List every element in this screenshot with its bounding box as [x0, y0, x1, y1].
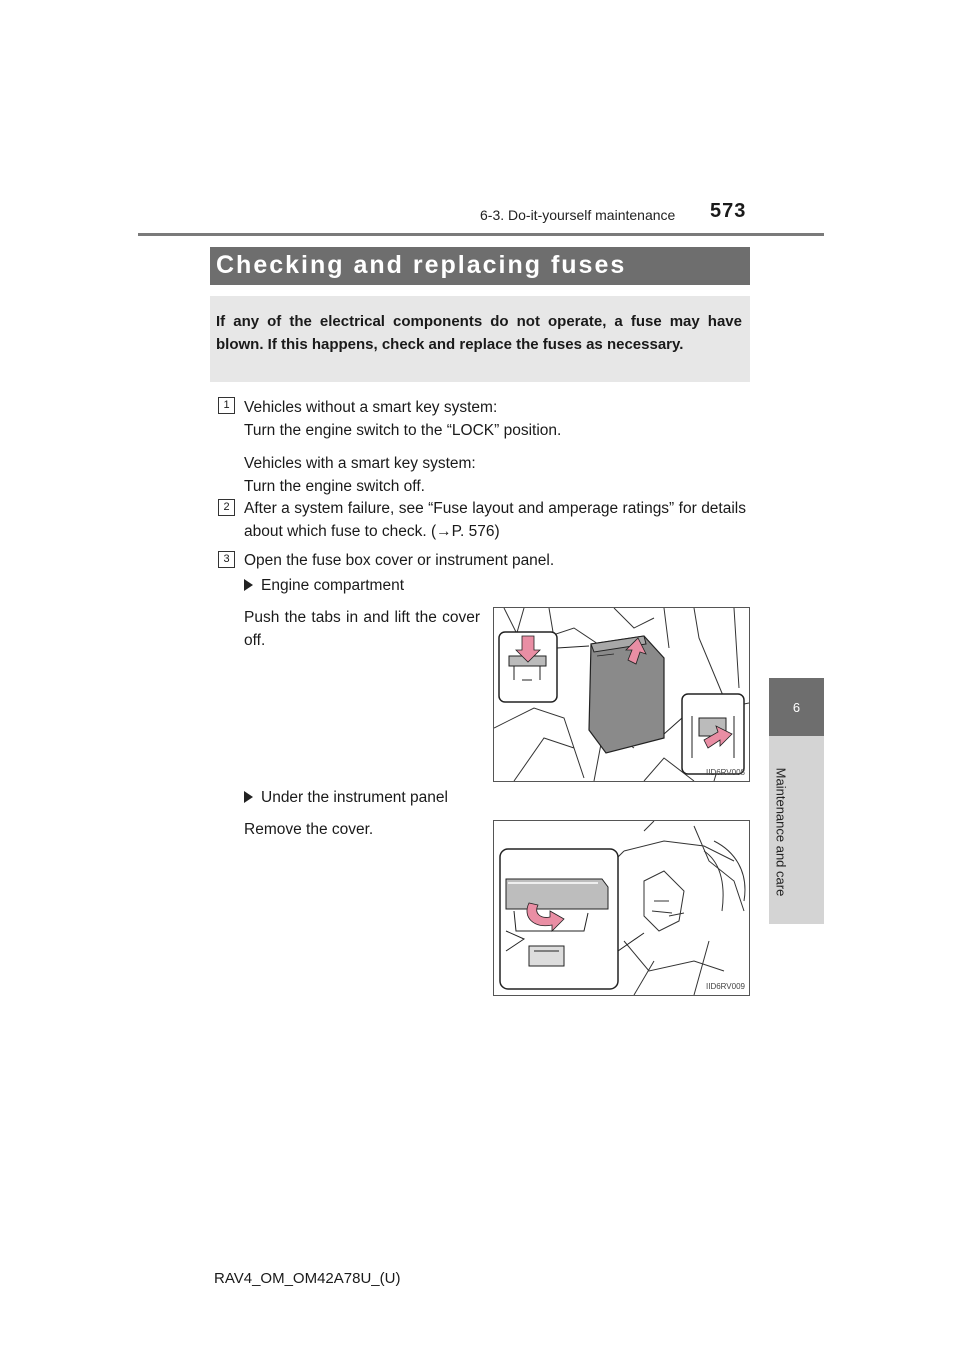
engine-fuse-box-figure	[493, 607, 750, 782]
step-2-text: After a system failure, see “Fuse layout and amperage ratings” for details about which fuse to check. (→P. 576)	[244, 500, 746, 540]
step-1-line-3: Vehicles with a smart key system:	[244, 455, 476, 472]
page-number: 573	[710, 200, 747, 222]
step-badge-2: 2	[218, 499, 235, 516]
header-rule	[138, 233, 824, 236]
engine-instruction: Push the tabs in and lift the cover off.	[244, 609, 480, 649]
instrument-panel-figure	[493, 820, 750, 996]
instrument-panel-illustration	[494, 821, 749, 995]
figure-code-engine: IID6RV008	[706, 768, 745, 777]
page-title: Checking and replacing fuses	[216, 251, 627, 279]
triangle-bullet-icon	[244, 579, 253, 591]
panel-instruction: Remove the cover.	[244, 821, 374, 838]
step-1-line-2: Turn the engine switch to the “LOCK” position.	[244, 422, 562, 439]
chapter-title: Maintenance and care	[773, 767, 789, 897]
chapter-number: 6	[792, 699, 801, 715]
step-badge-3: 3	[218, 551, 235, 568]
triangle-bullet-icon	[244, 791, 253, 803]
chapter-number-tab	[769, 678, 824, 736]
section-heading-engine: Engine compartment	[261, 577, 405, 594]
step-1-line-4: Turn the engine switch off.	[244, 478, 425, 495]
figure-code-panel: IID6RV009	[706, 982, 745, 991]
step-badge-1: 1	[218, 397, 235, 414]
chapter-title-label	[772, 756, 790, 908]
section-instrument-panel	[244, 789, 448, 807]
engine-fuse-box-illustration	[494, 608, 749, 781]
section-heading: 6-3. Do-it-yourself maintenance	[480, 207, 676, 223]
section-engine-compartment	[244, 577, 404, 595]
document-code: RAV4_OM_OM42A78U_(U)	[214, 1270, 401, 1287]
intro-text: If any of the electrical components do not operate, a fuse may have blown. If this happens, check and replace the fuses as necessary.	[216, 313, 742, 353]
step-3-text: Open the fuse box cover or instrument panel.	[244, 552, 555, 569]
step-1-line-1: Vehicles without a smart key system:	[244, 399, 498, 416]
section-heading-panel: Under the instrument panel	[261, 789, 448, 806]
